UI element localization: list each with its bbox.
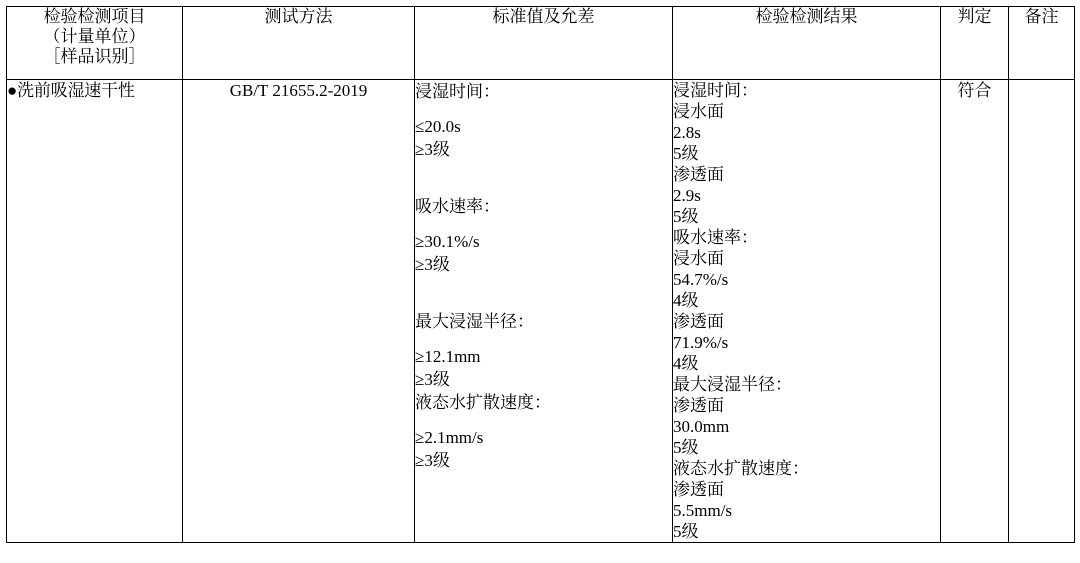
header-item-line-3: ［样品识别］ bbox=[43, 47, 146, 66]
result-spreading-speed-line-1: 渗透面 bbox=[673, 480, 724, 499]
result-spreading-speed-line-3: 5级 bbox=[673, 522, 699, 541]
standard-value-spreading-speed-2: ≥3级 bbox=[415, 451, 450, 470]
report-sheet bbox=[0, 6, 1080, 563]
cell-standard-values bbox=[415, 80, 673, 543]
standard-value-wetting-time-2: ≥3级 bbox=[415, 140, 450, 159]
standard-value-absorption-rate-2: ≥3级 bbox=[415, 255, 450, 274]
standard-label-wetting-time: 浸湿时间： bbox=[415, 82, 500, 101]
header-item-line-1: 检验检测项目 bbox=[43, 7, 146, 26]
table-row bbox=[7, 80, 1075, 543]
header-cell-result: 检验检测结果 bbox=[673, 7, 941, 80]
cell-verdict: 符合 bbox=[941, 80, 1009, 543]
result-spreading-speed-line-2: 5.5mm/s bbox=[673, 501, 733, 520]
result-block-absorption-rate bbox=[673, 227, 940, 374]
result-absorption-rate-line-4: 渗透面 bbox=[673, 312, 724, 331]
cell-test-results bbox=[673, 80, 941, 543]
inspection-results-table bbox=[6, 6, 1075, 543]
table-header bbox=[7, 7, 1075, 80]
header-cell-remark: 备注 bbox=[1009, 7, 1075, 80]
cell-test-item: ●洗前吸湿速干性 bbox=[7, 80, 183, 543]
standard-value-wetting-time-1: ≤20.0s bbox=[415, 117, 461, 136]
standard-value-max-wetted-radius-2: ≥3级 bbox=[415, 370, 450, 389]
result-label-wetting-time: 浸湿时间： bbox=[673, 81, 758, 100]
result-absorption-rate-line-1: 浸水面 bbox=[673, 249, 724, 268]
header-cell-item bbox=[7, 7, 183, 80]
result-wetting-time-line-3: 5级 bbox=[673, 144, 699, 163]
result-block-spreading-speed bbox=[673, 458, 940, 542]
result-wetting-time-line-6: 5级 bbox=[673, 207, 699, 226]
result-wetting-time-line-5: 2.9s bbox=[673, 186, 701, 205]
standard-block-spreading-speed bbox=[415, 391, 672, 472]
standard-value-spreading-speed-1: ≥2.1mm/s bbox=[415, 428, 484, 447]
standard-block-wetting-time bbox=[415, 80, 672, 161]
table-body bbox=[7, 80, 1075, 543]
standard-block-max-wetted-radius bbox=[415, 310, 672, 391]
standard-label-max-wetted-radius: 最大浸湿半径： bbox=[415, 312, 534, 331]
result-max-wetted-radius-line-1: 渗透面 bbox=[673, 396, 724, 415]
header-item-line-2: （计量单位） bbox=[43, 27, 146, 46]
result-block-wetting-time bbox=[673, 80, 940, 227]
result-absorption-rate-line-3: 4级 bbox=[673, 291, 699, 310]
result-wetting-time-line-4: 渗透面 bbox=[673, 165, 724, 184]
header-cell-standard: 标准值及允差 bbox=[415, 7, 673, 80]
result-absorption-rate-line-5: 71.9%/s bbox=[673, 333, 729, 352]
standard-value-max-wetted-radius-1: ≥12.1mm bbox=[415, 347, 481, 366]
result-label-max-wetted-radius: 最大浸湿半径： bbox=[673, 375, 792, 394]
result-label-spreading-speed: 液态水扩散速度： bbox=[673, 459, 809, 478]
result-wetting-time-line-1: 浸水面 bbox=[673, 102, 724, 121]
result-wetting-time-line-2: 2.8s bbox=[673, 123, 701, 142]
result-absorption-rate-line-6: 4级 bbox=[673, 354, 699, 373]
cell-remark bbox=[1009, 80, 1075, 543]
header-cell-verdict: 判定 bbox=[941, 7, 1009, 80]
standard-label-absorption-rate: 吸水速率： bbox=[415, 197, 500, 216]
standard-value-absorption-rate-1: ≥30.1%/s bbox=[415, 232, 480, 251]
result-max-wetted-radius-line-2: 30.0mm bbox=[673, 417, 730, 436]
result-absorption-rate-line-2: 54.7%/s bbox=[673, 270, 729, 289]
standard-block-absorption-rate bbox=[415, 195, 672, 276]
standard-label-spreading-speed: 液态水扩散速度： bbox=[415, 393, 551, 412]
cell-test-method: GB/T 21655.2-2019 bbox=[183, 80, 415, 543]
result-max-wetted-radius-line-3: 5级 bbox=[673, 438, 699, 457]
result-label-absorption-rate: 吸水速率： bbox=[673, 228, 758, 247]
header-row bbox=[7, 7, 1075, 80]
result-block-max-wetted-radius bbox=[673, 374, 940, 458]
header-cell-method: 测试方法 bbox=[183, 7, 415, 80]
